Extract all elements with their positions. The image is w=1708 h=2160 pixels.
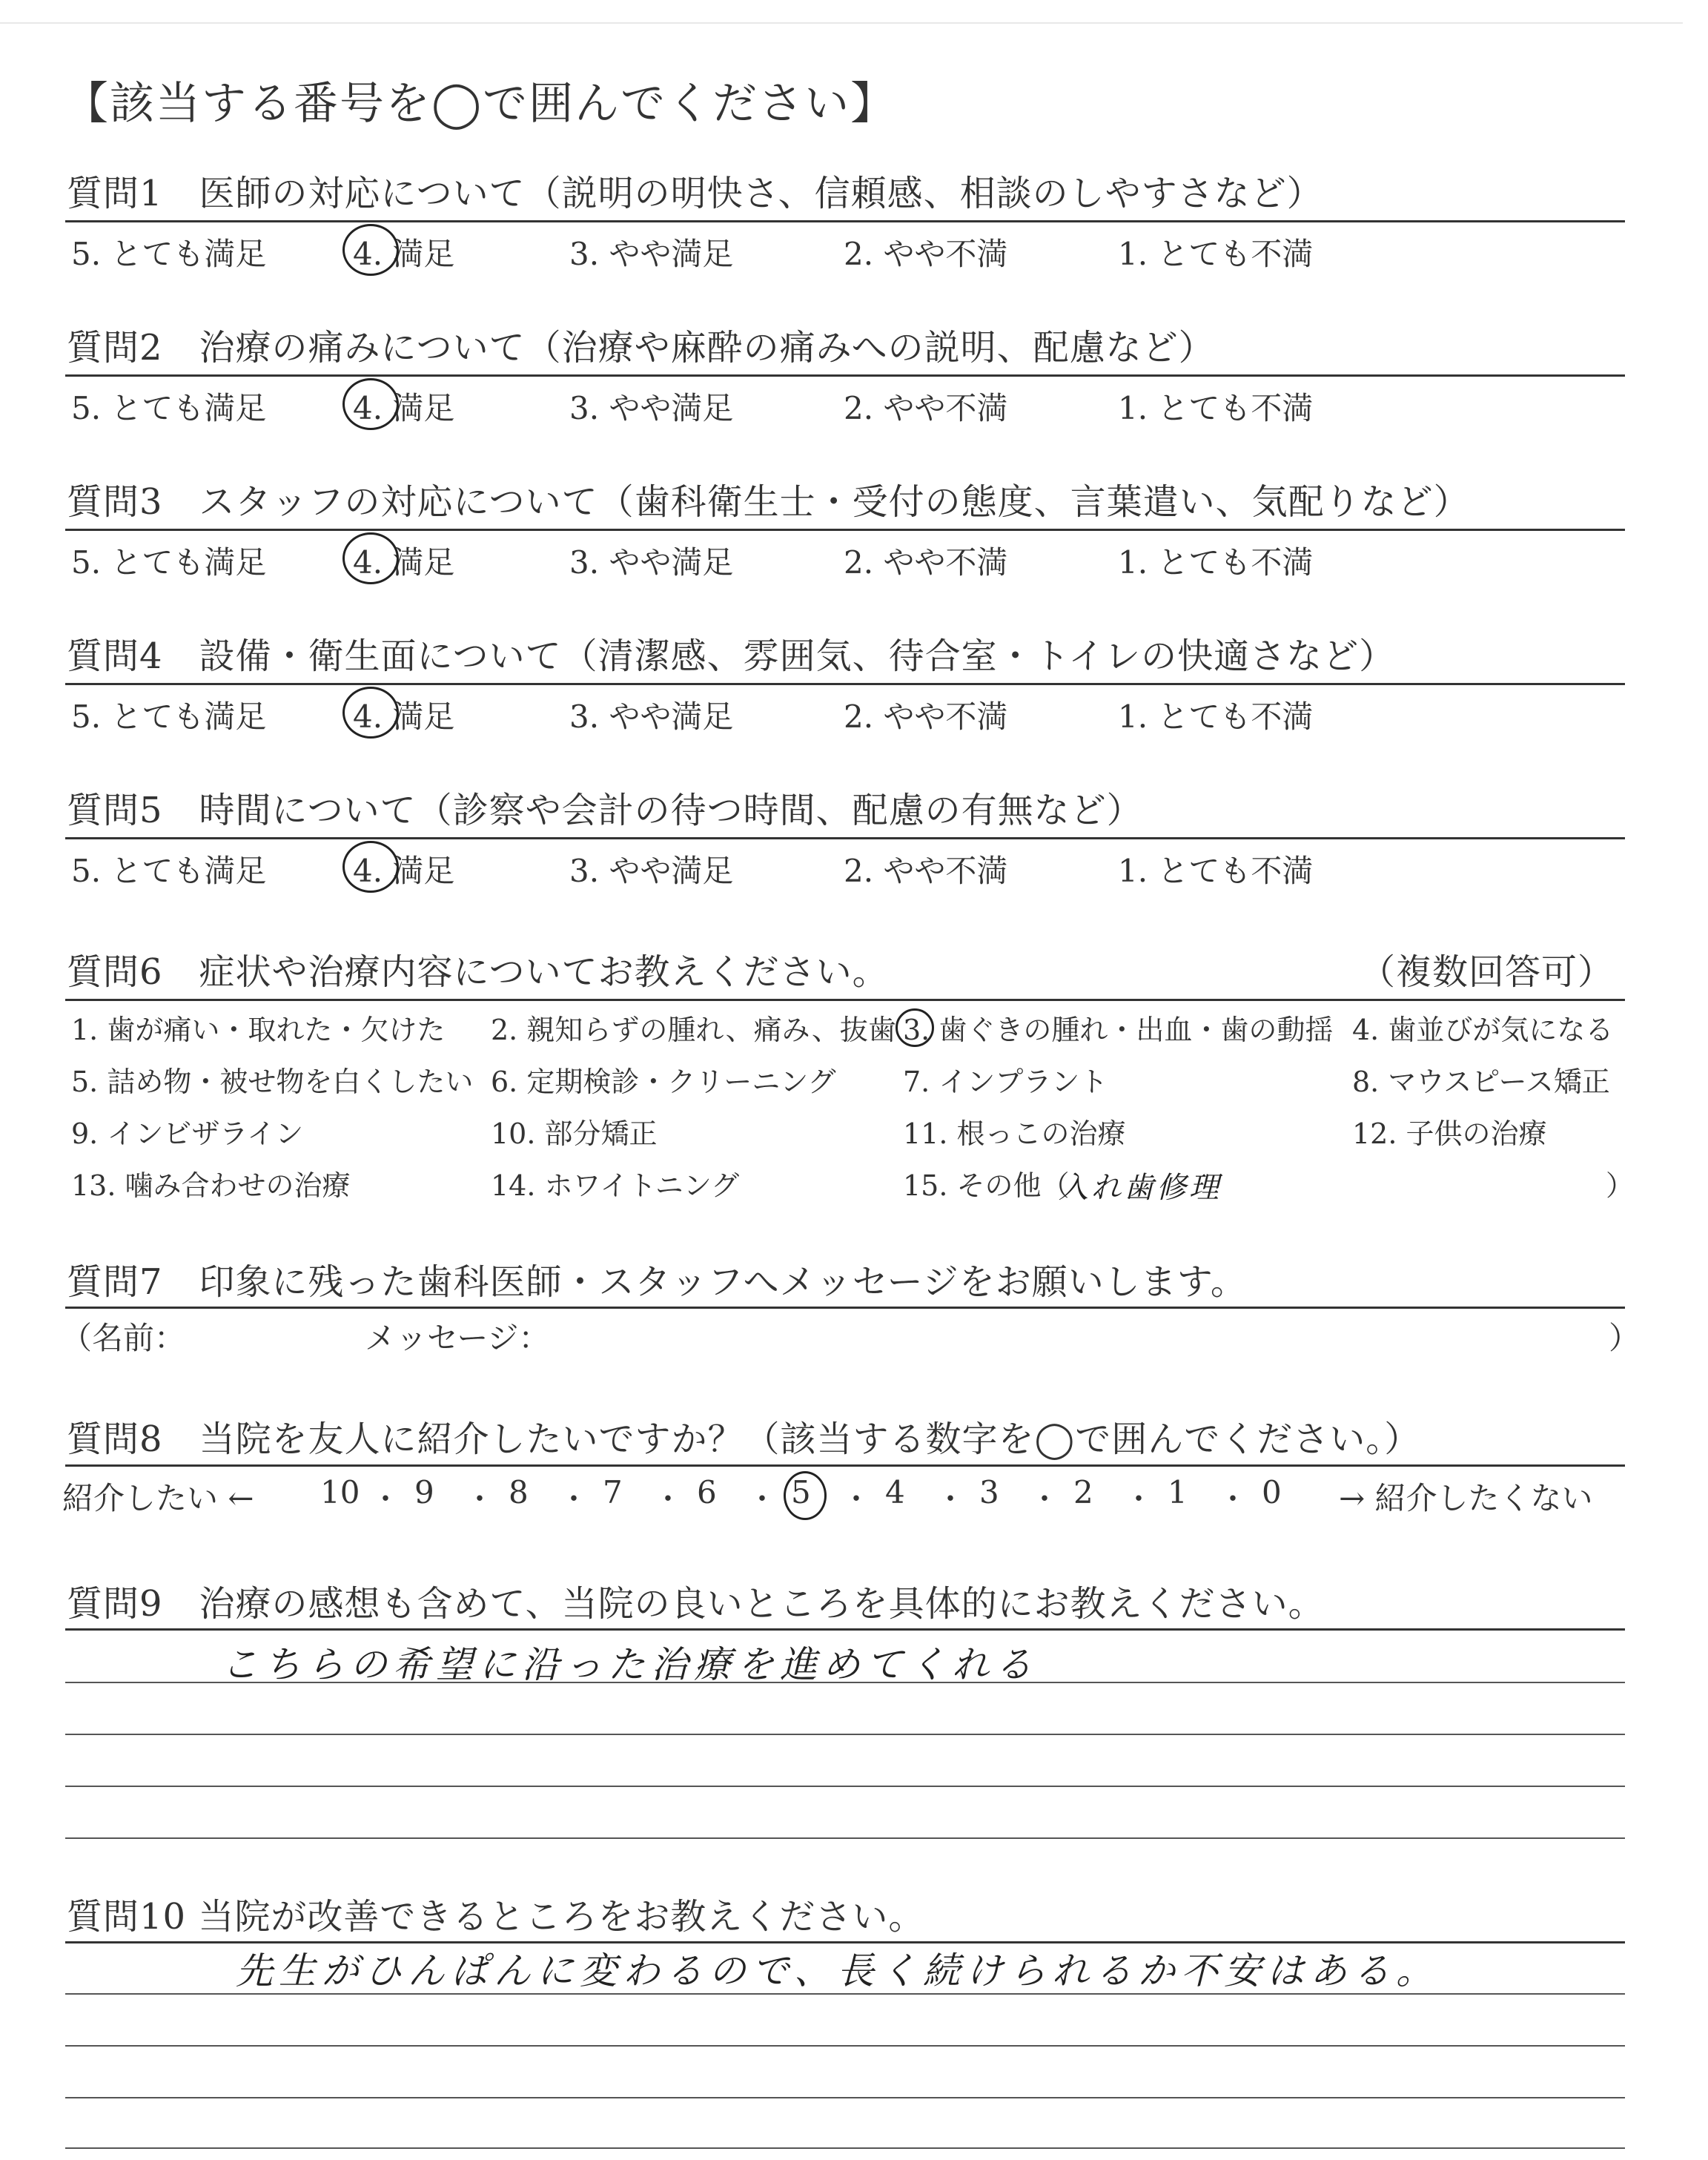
q9-answer-line [65, 1682, 1625, 1683]
q7-close-paren: ） [1609, 1320, 1641, 1356]
q8-separator-dot: ・ [747, 1482, 777, 1516]
q6-option[interactable]: 6. 定期検診・クリーニング [491, 1066, 836, 1098]
q8-separator-dot: ・ [653, 1482, 683, 1516]
q1-option[interactable]: 1. とても不満 [1118, 236, 1314, 272]
q4-title: 質問4 設備・衛生面について（清潔感、雰囲気、待合室・トイレの快適さなど） [67, 635, 1396, 677]
q5-option[interactable]: 4. 満足 [353, 853, 455, 889]
q2-title: 質問2 治療の痛みについて（治療や麻酔の痛みへの説明、配慮など） [67, 327, 1215, 369]
q6-option[interactable]: 15. その他（ [903, 1169, 1070, 1202]
q2-option[interactable]: 2. やや不満 [844, 390, 1008, 426]
q8-number[interactable]: 8 [509, 1474, 529, 1510]
q10-handwritten-answer: 先生がひんぱんに変わるので、長く続けられるか不安はある。 [236, 1949, 1439, 1992]
q2-rule [65, 374, 1625, 377]
q3-option[interactable]: 2. やや不満 [844, 544, 1008, 581]
q6-option[interactable]: 11. 根っこの治療 [903, 1117, 1126, 1150]
page-title: 【該当する番号を◯で囲んでください】 [64, 78, 897, 130]
q3-option[interactable]: 3. やや満足 [569, 544, 734, 581]
q6-option[interactable]: 13. 噛み合わせの治療 [71, 1169, 351, 1202]
q10-answer-line [65, 1993, 1625, 1995]
q8-separator-dot: ・ [1030, 1482, 1059, 1516]
q8-number[interactable]: 3 [979, 1474, 999, 1510]
q3-option[interactable]: 5. とても満足 [71, 544, 267, 581]
q5-option[interactable]: 2. やや不満 [844, 853, 1008, 889]
q6-option[interactable]: 1. 歯が痛い・取れた・欠けた [71, 1014, 446, 1046]
q8-separator-dot: ・ [841, 1482, 871, 1516]
q2-option[interactable]: 3. やや満足 [569, 390, 734, 426]
q8-title: 質問8 当院を友人に紹介したいですか？（該当する数字を◯で囲んでください。） [67, 1418, 1421, 1460]
q5-selection-circle [342, 841, 399, 893]
q8-number[interactable]: 7 [603, 1474, 623, 1510]
q10-answer-line [65, 2147, 1625, 2149]
q8-separator-dot: ・ [559, 1482, 589, 1516]
q6-option[interactable]: 2. 親知らずの腫れ、痛み、抜歯 [491, 1014, 896, 1046]
q1-option[interactable]: 5. とても満足 [71, 236, 267, 272]
q4-option[interactable]: 5. とても満足 [71, 698, 267, 735]
q6-option[interactable]: 5. 詰め物・被せ物を白くしたい [71, 1066, 474, 1098]
q6-other-handwritten: 入れ歯修理 [1059, 1171, 1222, 1205]
q5-option[interactable]: 5. とても満足 [71, 853, 267, 889]
q4-option[interactable]: 2. やや不満 [844, 698, 1008, 735]
q6-rule [65, 999, 1625, 1001]
q8-number[interactable]: 6 [697, 1474, 717, 1510]
q8-separator-dot: ・ [936, 1482, 965, 1516]
q4-option[interactable]: 1. とても不満 [1118, 698, 1314, 735]
q8-number[interactable]: 0 [1262, 1474, 1282, 1510]
q1-selection-circle [342, 224, 399, 276]
q8-separator-dot: ・ [371, 1482, 400, 1516]
q7-message-label: メッセージ： [365, 1320, 550, 1356]
q6-option[interactable]: 7. インプラント [903, 1066, 1108, 1098]
q6-option[interactable]: 14. ホワイトニング [491, 1169, 740, 1202]
q8-number[interactable]: 10 [320, 1474, 360, 1510]
q5-option[interactable]: 3. やや満足 [569, 853, 734, 889]
q8-number[interactable]: 2 [1073, 1474, 1093, 1510]
q10-answer-line [65, 2097, 1625, 2098]
scan-edge-line [0, 22, 1683, 24]
q3-rule [65, 529, 1625, 531]
q5-title: 質問5 時間について（診察や会計の待つ時間、配慮の有無など） [67, 790, 1143, 831]
q9-handwritten-answer: こちらの希望に沿った治療を進めてくれる [221, 1643, 1038, 1686]
q8-number[interactable]: 9 [414, 1474, 434, 1510]
q6-option[interactable]: 10. 部分矯正 [491, 1117, 658, 1150]
q4-selection-circle [342, 687, 399, 739]
q6-option[interactable]: 12. 子供の治療 [1352, 1117, 1547, 1150]
q3-selection-circle [342, 532, 399, 584]
q8-right-label: → 紹介したくない [1339, 1480, 1593, 1516]
q10-answer-line [65, 2045, 1625, 2047]
q10-title: 質問10 当院が改善できるところをお教えください。 [67, 1896, 925, 1938]
q7-rule [65, 1307, 1625, 1309]
q3-option[interactable]: 4. 満足 [353, 544, 455, 581]
q4-option[interactable]: 4. 満足 [353, 698, 455, 735]
q4-option[interactable]: 3. やや満足 [569, 698, 734, 735]
q9-answer-line [65, 1786, 1625, 1787]
q7-name-label: （名前： [61, 1320, 186, 1356]
q4-rule [65, 683, 1625, 685]
q6-option[interactable]: 3. 歯ぐきの腫れ・出血・歯の動揺 [903, 1014, 1334, 1046]
q6-other-close-paren: ） [1606, 1169, 1635, 1202]
q8-separator-dot: ・ [1124, 1482, 1153, 1516]
q6-option[interactable]: 4. 歯並びが気になる [1352, 1014, 1614, 1046]
q9-rule [65, 1628, 1625, 1631]
q8-left-label: 紹介したい ← [62, 1480, 254, 1516]
q7-title: 質問7 印象に残った歯科医師・スタッフへメッセージをお願いします。 [67, 1261, 1247, 1303]
q6-option[interactable]: 9. インビザライン [71, 1117, 304, 1150]
q2-option[interactable]: 4. 満足 [353, 390, 455, 426]
q6-note: （複数回答可） [1360, 951, 1615, 993]
q2-option[interactable]: 1. とても不満 [1118, 390, 1314, 426]
q8-number[interactable]: 1 [1168, 1474, 1188, 1510]
q8-separator-dot: ・ [465, 1482, 494, 1516]
q6-selection-circle [896, 1008, 934, 1047]
q9-answer-line [65, 1734, 1625, 1735]
q1-option[interactable]: 3. やや満足 [569, 236, 734, 272]
q5-rule [65, 837, 1625, 839]
q5-option[interactable]: 1. とても不満 [1118, 853, 1314, 889]
q2-selection-circle [342, 378, 399, 430]
q8-number[interactable]: 5 [791, 1474, 811, 1510]
q1-option[interactable]: 2. やや不満 [844, 236, 1008, 272]
q9-answer-line [65, 1837, 1625, 1839]
q1-rule [65, 220, 1625, 222]
q8-number[interactable]: 4 [885, 1474, 905, 1510]
q6-option[interactable]: 8. マウスピース矯正 [1352, 1066, 1610, 1098]
q1-title: 質問1 医師の対応について（説明の明快さ、信頼感、相談のしやすさなど） [67, 173, 1323, 214]
q8-selection-circle [784, 1471, 827, 1520]
q3-title: 質問3 スタッフの対応について（歯科衛生士・受付の態度、言葉遣い、気配りなど） [67, 481, 1470, 523]
q2-option[interactable]: 5. とても満足 [71, 390, 267, 426]
q1-option[interactable]: 4. 満足 [353, 236, 455, 272]
q3-option[interactable]: 1. とても不満 [1118, 544, 1314, 581]
q8-rule [65, 1464, 1625, 1467]
q9-title: 質問9 治療の感想も含めて、当院の良いところを具体的にお教えください。 [67, 1583, 1325, 1625]
q8-separator-dot: ・ [1218, 1482, 1248, 1516]
q6-title: 質問6 症状や治療内容についてお教えください。 [67, 951, 889, 993]
